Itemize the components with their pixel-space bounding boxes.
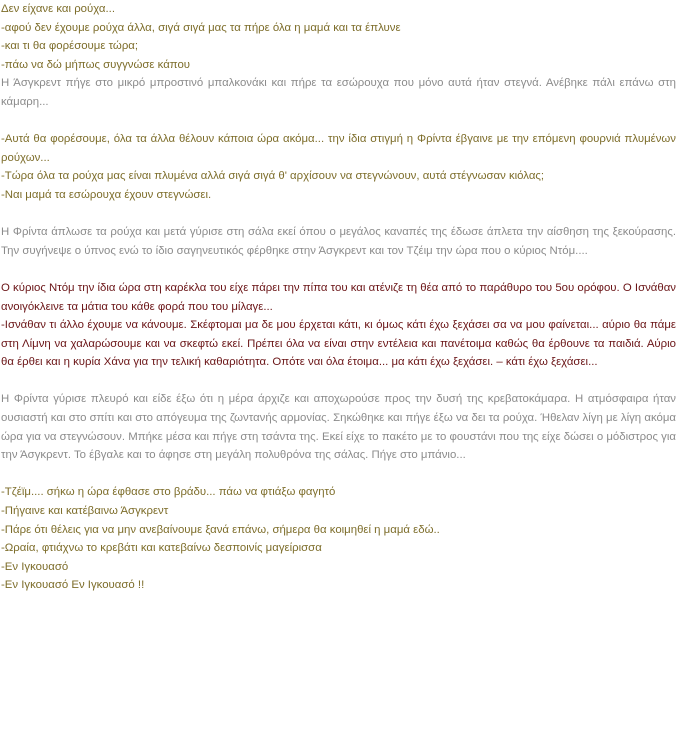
dialogue-line: -αφού δεν έχουμε ρούχα άλλα, σιγά σιγά μας τα πήρε όλα η μαμά και τα έπλυνε [1, 21, 401, 34]
dialogue-paragraph: -Αυτά θα φορέσουμε, όλα τα άλλα θέλουν κάποια ώρα ακόμα... την ίδια στιγμή η Φρίντα έβγαινε με την επόμενη φουρνιά πλυμένων ρούχων... [1, 133, 676, 164]
paragraph-spacer [1, 112, 676, 131]
dialogue-line: -Πήγαινε και κατέβαινω Άσγκρεντ [1, 505, 169, 518]
dialogue-paragraph: -Ισνάθαν τι άλλο έχουμε να κάνουμε. Σκέφτομαι μα δε μου έρχεται κάτι, κι όμως κάτι έχω ξεχάσει σα να μου φαίνεται... αύριο θα πάμε στη Λίμνη να χαλαρώσουμε και να σκεφτώ εκεί. Πρέπει όλα να είναι στην εντέλεια και πανέτοιμα καθώς θα έρθουνε τα παιδιά. Αύριο θα έρθει και η κυρία Χάνα για την τελική καθαριότητα. Οπότε ναι όλα έτοιμα... μα κάτι έχω ξεχάσει. – κάτι έχω ξεχάσει... [1, 319, 676, 369]
paragraph-spacer [1, 465, 676, 484]
dialogue-line: -Τώρα όλα τα ρούχα μας είναι πλυμένα αλλά σιγά σιγά θ' αρχίσουν να στεγνώνουν, αυτά στέγνωσαν κιόλας; [1, 170, 545, 183]
narrative-paragraph: Η Φρίντα γύρισε πλευρό και είδε έξω ότι η μέρα άρχιζε και αποχωρούσε προς την δυσή της κρεβατοκάμαρα. Η ατμόσφαιρα ήταν ουσιαστή και στο σπίτι και στο απόγευμα της ζωντανής αρμονίας. Σηκώθηκε και πήγε έξω να δει τα ρούχα. Ήθελαν λίγη με λίγη ακόμα ώρα για να στεγνώσουν. Μπήκε μέσα και πήγε στη τσάντα της. Εκεί είχε το πακέτο με το φουστάνι που της είχε δώσει ο μόδιστρος για την Άσγκρεντ. Το έβγαλε και το άφησε στη μεγάλη πολυθρόνα της σάλας. Πήγε στο μπάνιο... [1, 393, 676, 462]
text-line: Δεν είχανε και ρούχα... [1, 3, 115, 15]
dialogue-line: -και τι θα φορέσουμε τώρα; [1, 40, 139, 53]
narrative-paragraph: Η Άσγκρεντ πήγε στο μικρό μπροστινό μπαλκονάκι και πήρε τα εσώρουχα που μόνο αυτά ήταν στεγνά. Ανέβηκε πάλι επάνω στη κάμαρη... [1, 77, 676, 108]
dialogue-line: -Τζέϊμ.... σήκω η ώρα έφθασε στο βράδυ... πάω να φτιάξω φαγητό [1, 486, 336, 499]
dialogue-line: -Πάρε ότι θέλεις για να μην ανεβαίνουμε ξανά επάνω, σήμερα θα κοιμηθεί η μαμά εδώ.. [1, 523, 440, 536]
dialogue-line: -Ωραία, φτιάχνω το κρεβάτι και κατεβαίνω δεσποινίς μαγείρισσα [1, 542, 322, 555]
narrative-paragraph: Η Φρίντα άπλωσε τα ρούχα και μετά γύρισε στη σάλα εκεί όπου ο μεγάλος καναπές της έδωσε άπλετα την αίσθηση της ξεκούρασης. Την συγήνεψε ο ύπνος ενώ το ίδιο σαγηνευτικός φέρθηκε στην Άσγκρεντ και τον Τζέιμ την ώρα που ο κύριος Ντόμ.... [1, 226, 676, 257]
dialogue-line: -Εν Ιγκουασό [1, 560, 69, 573]
narrative-paragraph: Ο κύριος Ντόμ την ίδια ώρα στη καρέκλα του είχε πάρει την πίπα του και ατένιζε τη θέα από το παράθυρο του 5ου ορόφου. Ο Ισνάθαν ανοιγόκλεινε τα μάτια του κάθε φορά που του μίλαγε... [1, 281, 676, 313]
paragraph-spacer [1, 372, 676, 391]
dialogue-line: -Ναι μαμά τα εσώρουχα έχουν στεγνώσει. [1, 188, 212, 201]
dialogue-line: -πάω να δώ μήπως συγγνώσε κάπου [1, 58, 191, 71]
dialogue-line: -Εν Ιγκουασό Εν Ιγκουασό !! [1, 579, 145, 592]
paragraph-spacer [1, 205, 676, 224]
paragraph-spacer [1, 260, 676, 279]
